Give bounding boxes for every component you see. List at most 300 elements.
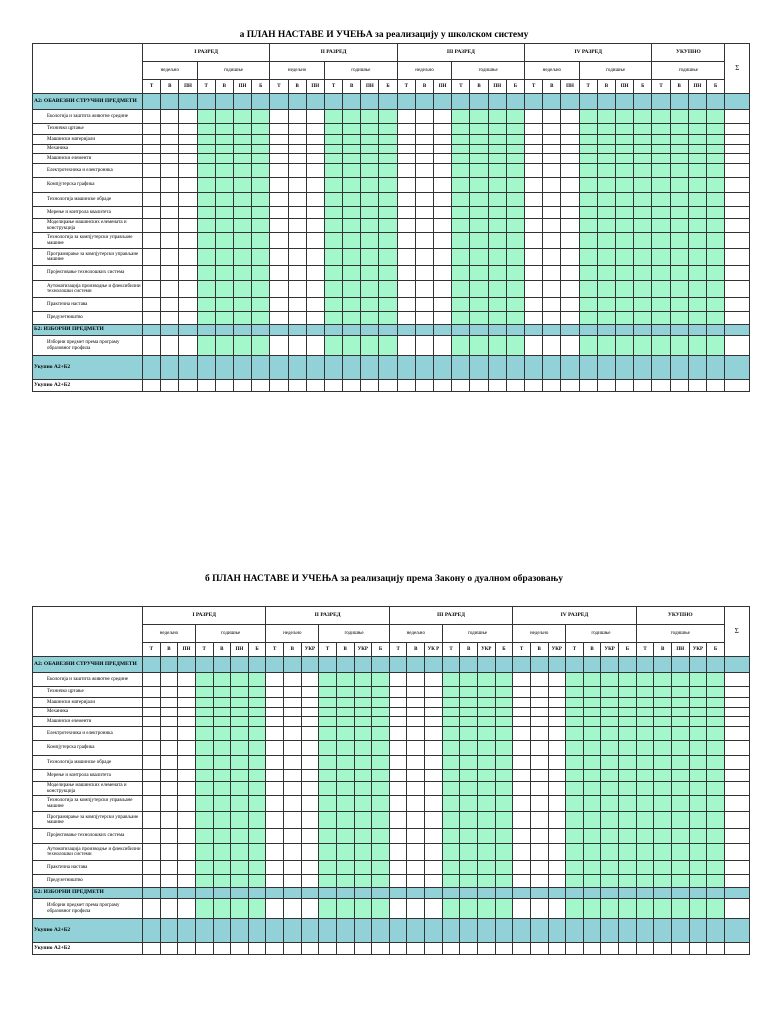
value-cell [288,325,306,336]
value-cell [415,325,433,336]
value-cell [566,829,584,844]
value-cell [389,782,407,796]
value-cell [671,861,689,875]
column-letter: ПН [561,80,579,94]
value-cell [306,325,324,336]
value-cell [213,899,231,919]
value-cell [379,336,397,356]
value-cell [215,193,233,207]
value-cell [306,164,324,178]
value-cell [707,356,725,380]
sigma-cell [724,657,749,673]
value-cell [407,673,425,687]
value-cell [579,325,597,336]
value-cell [452,298,470,312]
value-cell [179,266,197,281]
value-cell [143,154,161,164]
value-cell [336,844,354,861]
value-cell [616,154,634,164]
value-cell [231,717,249,727]
value-cell [270,154,288,164]
value-cell [506,356,524,380]
value-cell [319,756,337,770]
value-cell [354,673,372,687]
subject-row [33,829,750,844]
value-cell [361,178,379,193]
value-cell [389,829,407,844]
value-cell [397,219,415,233]
weekly-header: недељно [270,62,325,80]
value-cell [670,135,688,145]
value-cell [397,124,415,135]
value-cell [452,356,470,380]
value-cell [407,844,425,861]
value-cell [477,943,495,955]
column-letter: ПН [688,80,706,94]
value-cell [319,657,337,673]
value-cell [506,312,524,325]
value-cell [619,717,637,727]
value-cell [506,298,524,312]
value-cell [343,380,361,392]
subject-row [33,698,750,708]
value-cell [583,717,601,727]
value-cell [707,193,725,207]
group-header: УКУПНО [652,44,725,62]
value-cell [654,899,672,919]
value-cell [671,756,689,770]
value-cell [525,325,543,336]
column-letter: Б [634,80,652,94]
subject-row [33,154,750,164]
value-cell [195,875,213,888]
value-cell [601,717,619,727]
value-cell [379,266,397,281]
value-cell [670,154,688,164]
column-letter: В [343,80,361,94]
value-cell [597,135,615,145]
value-cell [407,829,425,844]
value-cell [248,875,266,888]
value-cell [324,312,342,325]
value-cell [654,796,672,812]
value-cell [442,888,460,899]
value-cell [561,219,579,233]
value-cell [379,145,397,154]
value-cell [513,844,531,861]
value-cell [372,657,390,673]
value-cell [233,356,251,380]
value-cell [513,698,531,708]
value-cell [488,124,506,135]
value-cell [654,919,672,943]
value-cell [301,673,319,687]
value-cell [442,899,460,919]
value-cell [425,673,443,687]
value-cell [543,356,561,380]
value-cell [324,233,342,249]
value-cell [707,94,725,110]
value-cell [324,249,342,266]
value-cell [270,249,288,266]
value-cell [671,673,689,687]
value-cell [233,325,251,336]
value-cell [324,266,342,281]
value-cell [495,919,513,943]
value-cell [634,312,652,325]
value-cell [488,110,506,124]
value-cell [248,943,266,955]
value-cell [233,164,251,178]
value-cell [284,698,302,708]
value-cell [688,233,706,249]
subject-name: Електротехника и електроника [33,727,143,741]
subject-row [33,298,750,312]
subject-row [33,844,750,861]
value-cell [389,756,407,770]
value-cell [248,687,266,698]
value-cell [636,829,654,844]
value-cell [143,178,161,193]
value-cell [634,298,652,312]
value-cell [652,281,670,298]
value-cell [143,356,161,380]
value-cell [284,741,302,756]
value-cell [252,281,270,298]
value-cell [389,687,407,698]
value-cell [495,770,513,782]
value-cell [566,708,584,717]
value-cell [707,875,725,888]
value-cell [566,875,584,888]
value-cell [231,708,249,717]
value-cell [616,207,634,219]
value-cell [707,708,725,717]
group-header: III РАЗРЕД [397,44,524,62]
value-cell [213,861,231,875]
value-cell [389,698,407,708]
value-cell [619,770,637,782]
value-cell [407,919,425,943]
value-cell [379,135,397,145]
value-cell [634,380,652,392]
subject-row [33,717,750,727]
value-cell [178,919,196,943]
value-cell [197,145,215,154]
value-cell [707,741,725,756]
value-cell [379,380,397,392]
value-cell [215,178,233,193]
value-cell [506,325,524,336]
value-cell [415,135,433,145]
value-cell [434,124,452,135]
value-cell [372,888,390,899]
value-cell [530,717,548,727]
value-cell [513,657,531,673]
value-cell [442,943,460,955]
value-cell [616,145,634,154]
value-cell [288,110,306,124]
value-cell [597,178,615,193]
value-cell [530,770,548,782]
value-cell [266,756,284,770]
value-cell [306,298,324,312]
value-cell [161,207,179,219]
column-letter: В [288,80,306,94]
value-cell [671,782,689,796]
column-letter: В [597,80,615,94]
value-cell [301,899,319,919]
value-cell [689,698,707,708]
value-cell [477,829,495,844]
value-cell [670,94,688,110]
value-cell [213,844,231,861]
value-cell [306,154,324,164]
value-cell [470,249,488,266]
value-cell [488,154,506,164]
column-letter: В [460,643,478,657]
value-cell [397,312,415,325]
column-letter: Т [143,643,161,657]
value-cell [434,154,452,164]
value-cell [389,844,407,861]
sigma-header: Σ [724,607,749,657]
value-cell [495,844,513,861]
value-cell [452,135,470,145]
value-cell [143,266,161,281]
value-cell [688,266,706,281]
value-cell [530,919,548,943]
value-cell [336,687,354,698]
value-cell [407,698,425,708]
value-cell [379,193,397,207]
value-cell [197,164,215,178]
value-cell [442,844,460,861]
value-cell [372,919,390,943]
value-cell [460,756,478,770]
column-letter: Т [270,80,288,94]
column-letter: Т [197,80,215,94]
value-cell [506,178,524,193]
value-cell [689,888,707,899]
value-cell [336,796,354,812]
value-cell [215,298,233,312]
value-cell [324,356,342,380]
value-cell [179,249,197,266]
value-cell [161,325,179,336]
value-cell [389,708,407,717]
value-cell [579,193,597,207]
value-cell [161,94,179,110]
value-cell [197,207,215,219]
value-cell [324,336,342,356]
value-cell [336,829,354,844]
value-cell [288,145,306,154]
value-cell [495,812,513,829]
group-header-row [33,44,750,62]
column-letter: Т [513,643,531,657]
value-cell [143,943,161,955]
value-cell [434,249,452,266]
value-cell [566,673,584,687]
value-cell [579,154,597,164]
value-cell [488,219,506,233]
value-cell [689,717,707,727]
value-cell [583,727,601,741]
column-letter: ПН [178,643,196,657]
value-cell [452,380,470,392]
value-cell [543,312,561,325]
value-cell [460,727,478,741]
value-cell [707,164,725,178]
value-cell [233,233,251,249]
value-cell [270,207,288,219]
value-cell [470,298,488,312]
value-cell [689,727,707,741]
subject-name: Техничко цртање [33,124,143,135]
value-cell [707,770,725,782]
value-cell [561,281,579,298]
value-cell [197,380,215,392]
value-cell [415,94,433,110]
value-cell [616,298,634,312]
value-cell [288,135,306,145]
value-cell [215,281,233,298]
value-cell [143,135,161,145]
value-cell [343,336,361,356]
value-cell [266,717,284,727]
column-letter: Б [372,643,390,657]
value-cell [361,249,379,266]
value-cell [372,796,390,812]
value-cell [231,829,249,844]
value-cell [530,657,548,673]
value-cell [670,164,688,178]
value-cell [566,899,584,919]
column-letter: Т [397,80,415,94]
value-cell [248,756,266,770]
value-cell [179,164,197,178]
value-cell [143,770,161,782]
value-cell [470,325,488,336]
value-cell [442,770,460,782]
value-cell [470,380,488,392]
value-cell [477,875,495,888]
value-cell [671,717,689,727]
value-cell [597,219,615,233]
total-row [33,919,750,943]
subject-row [33,861,750,875]
value-cell [306,193,324,207]
value-cell [495,708,513,717]
value-cell [179,325,197,336]
value-cell [306,207,324,219]
sigma-cell [725,164,750,178]
value-cell [195,844,213,861]
subject-name: Електротехника и електроника [33,164,143,178]
value-cell [513,888,531,899]
value-cell [707,135,725,145]
group-header: IV РАЗРЕД [513,607,636,625]
value-cell [306,124,324,135]
value-cell [543,145,561,154]
value-cell [233,110,251,124]
value-cell [252,233,270,249]
value-cell [689,796,707,812]
value-cell [231,727,249,741]
value-cell [319,796,337,812]
value-cell [530,875,548,888]
weekly-header: недељно [266,625,319,643]
value-cell [343,193,361,207]
value-cell [319,919,337,943]
value-cell [324,110,342,124]
value-cell [634,219,652,233]
value-cell [336,875,354,888]
value-cell [215,135,233,145]
yearly-header: годишње [579,62,652,80]
column-letter: Б [707,80,725,94]
value-cell [248,861,266,875]
value-cell [689,875,707,888]
value-cell [425,829,443,844]
subject-name: Практична настава [33,298,143,312]
value-cell [143,756,161,770]
value-cell [434,325,452,336]
value-cell [506,124,524,135]
section-b2-label: Б2: ИЗБОРНИ ПРЕДМЕТИ [33,888,143,899]
table-b-title: б ПЛАН НАСТАВЕ И УЧЕЊА за реализацију према Закону о дуалном образовању [205,574,563,584]
value-cell [215,164,233,178]
value-cell [619,844,637,861]
value-cell [707,312,725,325]
subject-row [33,249,750,266]
subject-name: Пројектовање технолошких система [33,829,143,844]
value-cell [319,717,337,727]
value-cell [161,178,179,193]
value-cell [434,380,452,392]
value-cell [252,249,270,266]
value-cell [288,154,306,164]
value-cell [213,673,231,687]
value-cell [415,233,433,249]
value-cell [178,770,196,782]
value-cell [566,919,584,943]
value-cell [688,124,706,135]
group-header: I РАЗРЕД [143,607,266,625]
value-cell [654,829,672,844]
sigma-cell [725,298,750,312]
value-cell [636,698,654,708]
value-cell [583,943,601,955]
value-cell [460,657,478,673]
value-cell [579,145,597,154]
value-cell [652,135,670,145]
value-cell [319,899,337,919]
value-cell [195,899,213,919]
value-cell [652,298,670,312]
value-cell [143,312,161,325]
value-cell [434,135,452,145]
value-cell [470,312,488,325]
value-cell [215,124,233,135]
value-cell [495,861,513,875]
value-cell [336,673,354,687]
value-cell [179,298,197,312]
sigma-cell [725,135,750,145]
value-cell [506,281,524,298]
value-cell [252,325,270,336]
